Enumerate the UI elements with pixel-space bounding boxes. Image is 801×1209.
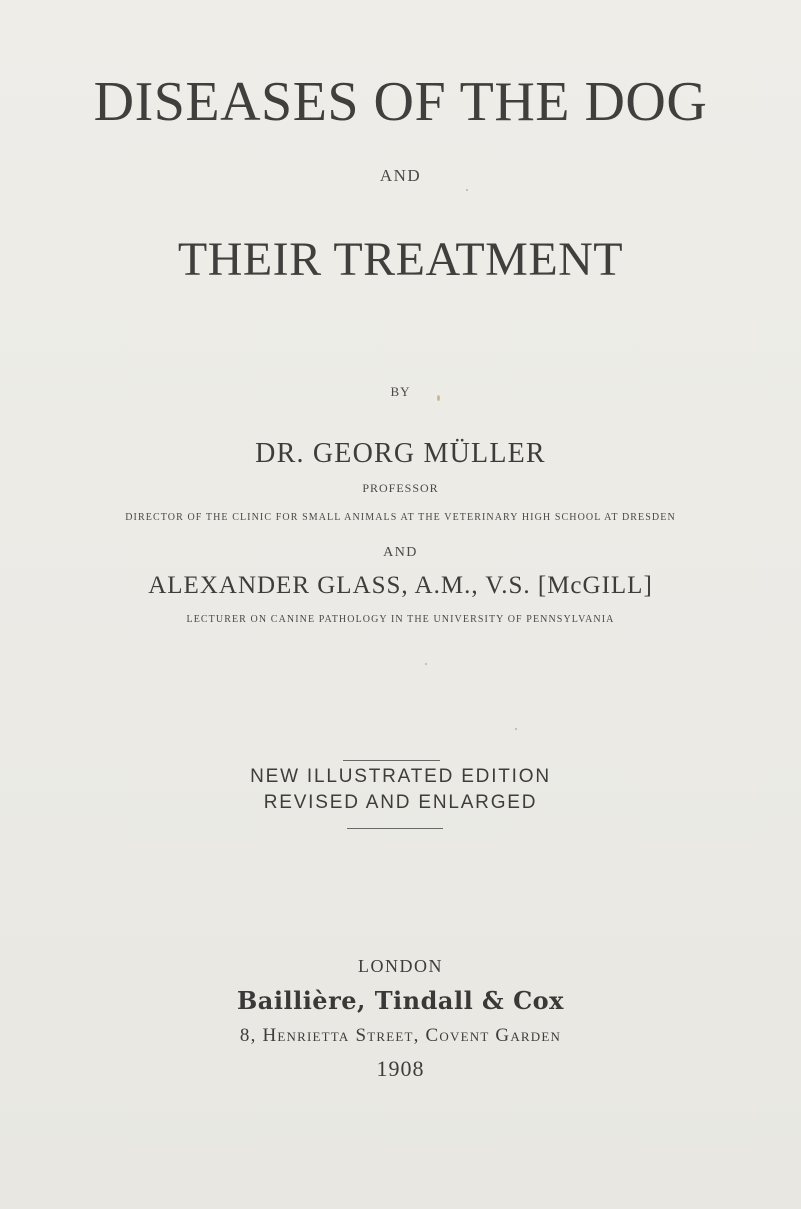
author-1-affiliation: DIRECTOR OF THE CLINIC FOR SMALL ANIMALS AT THE VETERINARY HIGH SCHOOL AT DRESDEN <box>125 512 676 523</box>
author-1-name: DR. GEORG MÜLLER <box>255 438 546 469</box>
paper-speck <box>437 395 440 401</box>
imprint-city: LONDON <box>358 956 443 976</box>
byline-by: BY <box>390 384 411 399</box>
book-title-line-2: THEIR TREATMENT <box>177 233 624 286</box>
imprint-publisher: Baillière, Tindall & Cox <box>237 986 564 1015</box>
edition-line-1: NEW ILLUSTRATED EDITION <box>250 766 551 787</box>
imprint-year: 1908 <box>376 1056 425 1081</box>
edition-line-2: REVISED AND ENLARGED <box>263 792 538 813</box>
title-conjunction: AND <box>379 166 422 185</box>
paper-speck <box>466 189 468 191</box>
edition-top-rule <box>343 760 440 761</box>
paper-speck <box>425 663 427 665</box>
paper-speck <box>515 728 517 730</box>
author-1-role: PROFESSOR <box>362 481 439 495</box>
book-title-line-1: DISEASES OF THE DOG <box>93 71 708 133</box>
edition-bottom-rule <box>347 828 443 829</box>
imprint-address: 8, Henrietta Street, Covent Garden <box>239 1025 562 1046</box>
author-2-affiliation: LECTURER ON CANINE PATHOLOGY IN THE UNIVERSITY OF PENNSYLVANIA <box>186 614 615 625</box>
author-conjunction: AND <box>383 545 418 560</box>
author-2-name: ALEXANDER GLASS, A.M., V.S. [McGILL] <box>148 572 653 599</box>
